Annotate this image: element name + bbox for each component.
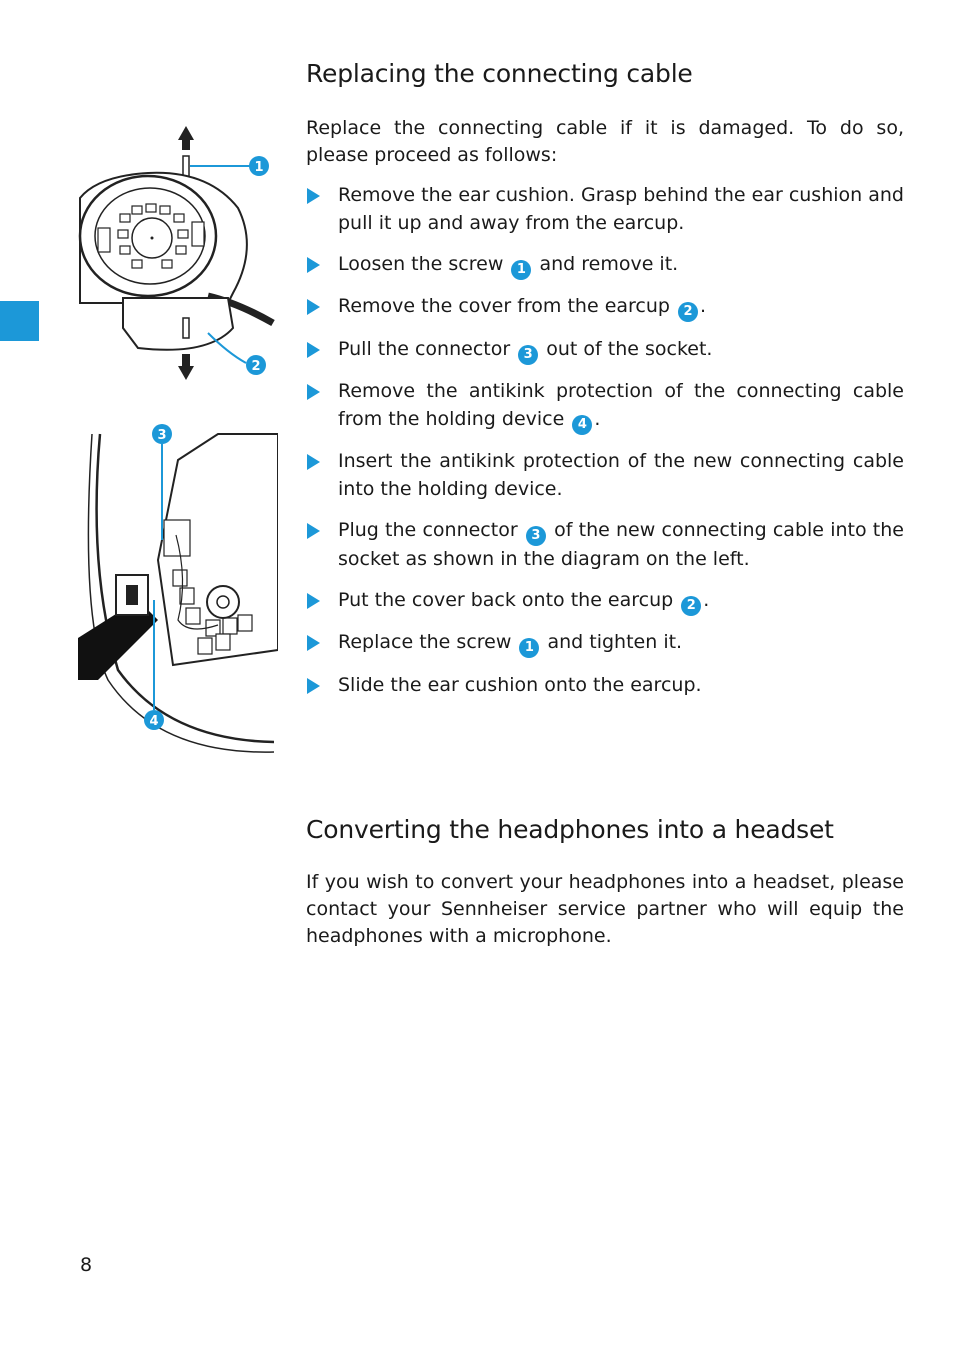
- bullet-triangle-icon: [307, 635, 320, 651]
- bullet-triangle-icon: [307, 188, 320, 204]
- section-replacing-cable: [306, 56, 904, 713]
- callout-badge: 2: [681, 596, 701, 616]
- instruction-step: [306, 517, 904, 574]
- instruction-steps-list: [306, 182, 904, 699]
- bullet-triangle-icon: [307, 342, 320, 358]
- section-title-converting-headset: Converting the headphones into a headset: [306, 815, 834, 844]
- callout-badge: 3: [518, 345, 538, 365]
- bullet-triangle-icon: [307, 523, 320, 539]
- callout-badge: 3: [526, 526, 546, 546]
- step-text: Insert the antikink protection of the new connecting cable into the holding device.: [338, 450, 904, 500]
- step-text-after: out of the socket.: [540, 337, 713, 360]
- section-converting-headset: [306, 812, 904, 950]
- chapter-tab-marker: [0, 301, 39, 341]
- bullet-triangle-icon: [307, 593, 320, 609]
- instruction-step: [306, 587, 904, 616]
- bullet-triangle-icon: [307, 678, 320, 694]
- callout-badge: 2: [678, 302, 698, 322]
- step-text: Pull the connector: [338, 337, 517, 360]
- step-text-after: of the new connecting cable into the socket as shown in the diagram on the left.: [338, 518, 904, 570]
- converting-headset-paragraph: If you wish to convert your headphones into a headset, please contact your Sennheiser service partner who will equip the headphones with a microphone.: [306, 871, 904, 947]
- instruction-step: [306, 378, 904, 435]
- step-text: Replace the screw: [338, 631, 518, 653]
- step-text: Remove the antikink protection of the connecting cable from the holding device: [338, 380, 904, 430]
- bullet-triangle-icon: [307, 299, 320, 315]
- callout-4-label: 4: [149, 714, 159, 729]
- page-number: 8: [80, 1254, 93, 1276]
- callout-1-label: 1: [254, 160, 264, 175]
- earcup-exploded-illustration: [78, 118, 278, 388]
- instruction-step: [306, 448, 904, 503]
- intro-paragraph: Replace the connecting cable if it is damaged. To do so, please proceed as follows:: [306, 117, 904, 166]
- instruction-step: [306, 672, 904, 700]
- bullet-triangle-icon: [307, 257, 320, 273]
- step-text-after: .: [703, 588, 710, 611]
- instruction-step: [306, 629, 904, 658]
- section-title-replacing-cable: Replacing the connecting cable: [306, 59, 693, 88]
- step-text-after: and remove it.: [533, 252, 679, 275]
- instruction-step: [306, 251, 904, 280]
- callout-badge: 4: [572, 415, 592, 435]
- step-text: Slide the ear cushion onto the earcup.: [338, 673, 702, 696]
- instruction-step: [306, 182, 904, 237]
- step-text: Loosen the screw: [338, 252, 510, 275]
- earcup-interior-illustration: [78, 420, 278, 760]
- callout-badge: 1: [511, 260, 531, 280]
- bullet-triangle-icon: [307, 384, 320, 400]
- step-text: Put the cover back onto the earcup: [338, 588, 680, 611]
- step-text-after: and tighten it.: [541, 631, 683, 653]
- callout-2-label: 2: [251, 359, 261, 374]
- step-text-after: .: [594, 407, 601, 430]
- step-text: Plug the connector: [338, 518, 524, 541]
- step-text-after: .: [700, 295, 707, 317]
- instruction-step: [306, 336, 904, 365]
- step-text: Remove the ear cushion. Grasp behind the ear cushion and pull it up and away from the earcup.: [338, 184, 904, 234]
- callout-3-label: 3: [157, 428, 167, 443]
- bullet-triangle-icon: [307, 454, 320, 470]
- step-text: Remove the cover from the earcup: [338, 295, 677, 317]
- instruction-step: [306, 293, 904, 322]
- callout-badge: 1: [519, 638, 539, 658]
